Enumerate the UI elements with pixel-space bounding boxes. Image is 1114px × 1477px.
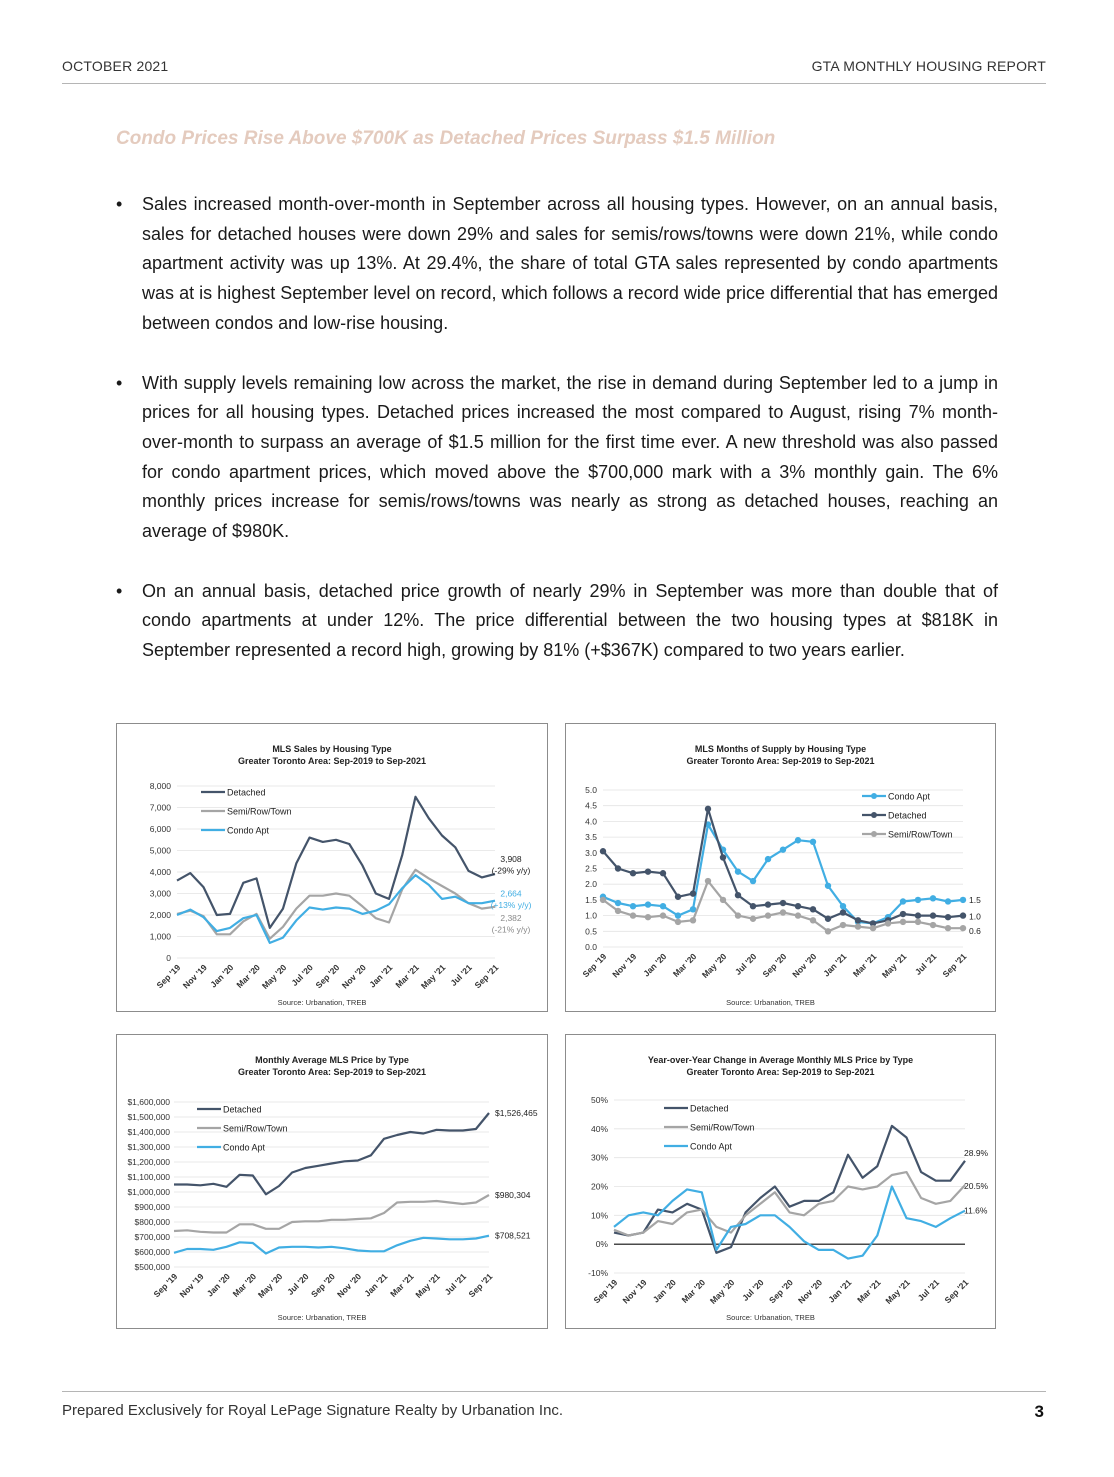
x-tick-label: Jul '20 <box>285 1271 311 1297</box>
x-tick-label: Sep '19 <box>154 962 183 991</box>
legend-label-condo: Condo Apt <box>223 1142 266 1153</box>
end-label-detached: 1.0 <box>969 911 981 922</box>
y-tick-label: $800,000 <box>134 1217 170 1227</box>
x-tick-label: Mar '20 <box>230 1271 259 1299</box>
data-point-semi <box>690 917 696 923</box>
data-point-detached <box>690 890 696 896</box>
y-tick-label: 5.0 <box>585 785 597 795</box>
data-point-semi <box>660 912 666 918</box>
data-point-detached <box>810 906 816 912</box>
x-tick-label: Nov '19 <box>177 1271 206 1300</box>
data-point-detached <box>780 900 786 906</box>
x-tick-label: May '20 <box>255 1271 285 1300</box>
legend-label-detached: Detached <box>888 810 927 821</box>
x-tick-label: Sep '21 <box>940 951 969 980</box>
y-tick-label: $1,000,000 <box>127 1187 170 1197</box>
x-tick-label: Sep '19 <box>591 1277 620 1306</box>
y-tick-label: $600,000 <box>134 1247 170 1257</box>
bullet-icon: • <box>116 372 123 393</box>
y-tick-label: $1,400,000 <box>127 1127 170 1137</box>
data-point-semi <box>870 925 876 931</box>
y-tick-label: 2.0 <box>585 879 597 890</box>
x-tick-label: Jan '21 <box>826 1277 854 1305</box>
data-point-semi <box>675 919 681 925</box>
y-tick-label: 8,000 <box>149 781 171 791</box>
x-tick-label: Jul '20 <box>740 1277 766 1303</box>
y-tick-label: 4,000 <box>149 867 171 877</box>
data-point-condo <box>930 895 936 901</box>
x-tick-label: Sep '19 <box>151 1271 180 1300</box>
x-tick-label: Sep '20 <box>313 962 342 991</box>
x-tick-label: Jan '20 <box>641 951 669 979</box>
data-point-semi <box>795 912 801 918</box>
y-tick-label: $500,000 <box>134 1262 170 1272</box>
x-tick-label: May '21 <box>883 1277 912 1306</box>
bullet-text: On an annual basis, detached price growth of nearly 29% in September was more than double that of condo apartments at under 12%. The price differential between the two housing types at $818K in September represented a record high, growing by 81% (+$367K) compared to two years earlier. <box>142 580 998 661</box>
x-tick-label: Jul '21 <box>442 1271 469 1297</box>
series-line-semi <box>174 1195 489 1233</box>
y-tick-label: 1.5 <box>585 894 597 905</box>
data-point-semi <box>825 928 831 934</box>
chart-subtitle: Greater Toronto Area: Sep-2019 to Sep-2021 <box>686 756 875 766</box>
y-tick-label: $1,100,000 <box>127 1172 170 1182</box>
x-tick-label: Mar '21 <box>393 962 421 990</box>
data-point-detached <box>750 903 756 909</box>
data-point-detached <box>615 865 621 871</box>
bullet-item <box>116 369 998 547</box>
y-tick-label: -10% <box>588 1268 608 1278</box>
bullet-icon: • <box>116 194 123 214</box>
x-tick-label: Jul '20 <box>289 962 315 988</box>
series-line-detached <box>174 1113 489 1194</box>
legend-marker-detached <box>871 812 877 818</box>
x-tick-label: Jul '21 <box>915 1277 942 1303</box>
bullet-item <box>116 577 998 666</box>
chart-title: Monthly Average MLS Price by Type <box>255 1055 409 1065</box>
data-point-detached <box>765 901 771 907</box>
x-tick-label: Mar '21 <box>855 1277 883 1305</box>
y-tick-label: 3,000 <box>149 888 171 899</box>
chart-svg <box>566 1035 995 1328</box>
x-tick-label: May '21 <box>879 951 909 980</box>
y-tick-label: 3.5 <box>585 832 597 843</box>
chart-average-price <box>116 1034 548 1329</box>
data-point-semi <box>645 914 651 920</box>
end-label-semi: 20.5% <box>964 1181 989 1192</box>
x-tick-label: Sep '21 <box>472 962 501 991</box>
legend-label-condo: Condo Apt <box>227 825 270 836</box>
y-tick-label: 0.0 <box>585 942 597 952</box>
end-label-semi: 2,382 <box>500 912 522 923</box>
legend-label-detached: Detached <box>690 1103 729 1114</box>
legend-label-semi: Semi/Row/Town <box>888 829 953 840</box>
x-tick-label: May '21 <box>413 1271 442 1300</box>
y-tick-label: $1,600,000 <box>127 1097 170 1107</box>
data-point-detached <box>960 912 966 918</box>
data-point-condo <box>810 839 816 845</box>
footer-divider <box>62 1391 1046 1392</box>
section-headline: Condo Prices Rise Above $700K as Detached Prices Surpass $1.5 Million <box>116 128 776 149</box>
end-label-detached: (-29% y/y) <box>491 865 531 876</box>
data-point-condo <box>915 897 921 903</box>
data-point-condo <box>900 898 906 904</box>
x-tick-label: Mar '20 <box>670 951 699 979</box>
data-point-semi <box>750 916 756 922</box>
data-point-semi <box>840 922 846 928</box>
x-tick-label: Jul '21 <box>912 951 939 977</box>
x-tick-label: Nov '20 <box>339 962 368 991</box>
end-label-semi: $980,304 <box>495 1189 531 1200</box>
data-point-condo <box>945 898 951 904</box>
bullet-text: With supply levels remaining low across the market, the rise in demand during September led to a jump in prices for all housing types. Detached prices increased the most compared to August, rising 7% month-over-month to surpass an average of $1.5 million for the first time ever. A new threshold was also passed for condo apartment prices, which moved above the $700,000 mark with a 3% monthly gain. The 6% monthly prices increase for semis/rows/towns was nearly as strong as detached houses, reaching an average of $980K. <box>142 372 998 542</box>
legend-label-semi: Semi/Row/Town <box>227 806 292 817</box>
end-label-semi: 0.6 <box>969 926 981 937</box>
data-point-semi <box>855 923 861 929</box>
data-point-semi <box>915 919 921 925</box>
data-point-detached <box>645 868 651 874</box>
end-label-condo: 2,664 <box>500 888 522 899</box>
data-point-semi <box>615 908 621 914</box>
header-right: GTA MONTHLY HOUSING REPORT <box>811 58 1046 74</box>
chart-title: MLS Months of Supply by Housing Type <box>694 744 867 754</box>
y-tick-label: 20% <box>590 1181 608 1192</box>
data-point-semi <box>780 909 786 915</box>
x-tick-label: Mar '21 <box>388 1271 416 1299</box>
bullet-list <box>116 190 998 696</box>
data-point-condo <box>615 900 621 906</box>
y-tick-label: 6,000 <box>149 824 171 834</box>
data-point-detached <box>930 912 936 918</box>
x-tick-label: Nov '19 <box>180 962 209 991</box>
x-tick-label: Mar '20 <box>234 962 262 990</box>
end-label-condo: 11.6% <box>964 1205 988 1216</box>
chart-source: Source: Urbanation, TREB <box>277 998 367 1007</box>
x-tick-label: May '20 <box>707 1277 737 1306</box>
x-tick-label: Jan '21 <box>367 962 395 990</box>
x-tick-label: Nov '19 <box>610 951 639 980</box>
data-point-condo <box>660 903 666 909</box>
data-point-semi <box>765 912 771 918</box>
y-tick-label: 4.5 <box>585 800 597 811</box>
x-tick-label: Jul '20 <box>732 951 759 977</box>
x-tick-label: Nov '19 <box>620 1277 649 1306</box>
data-point-detached <box>600 848 606 854</box>
x-tick-label: Jan '20 <box>650 1277 678 1305</box>
x-tick-label: Jul '21 <box>448 962 474 988</box>
legend-marker-condo <box>871 793 877 799</box>
end-label-condo: 1.5 <box>969 894 981 905</box>
chart-svg <box>117 724 547 1011</box>
data-point-condo <box>840 903 846 909</box>
data-point-detached <box>840 909 846 915</box>
data-point-detached <box>660 870 666 876</box>
bullet-text: Sales increased month-over-month in September across all housing types. However, on an annual basis, sales for detached houses were down 29% and sales for semis/rows/towns were down 21%, while condo apartment activity was up 13%. At 29.4%, the share of total GTA sales represented by condo apartments was at is highest September level on record, which follows a record wide price differential that has emerged between condos and low-rise housing. <box>142 194 998 333</box>
data-point-detached <box>720 854 726 860</box>
x-tick-label: Sep '20 <box>760 951 789 980</box>
header-divider <box>62 83 1046 84</box>
legend-label-condo: Condo Apt <box>888 791 931 802</box>
data-point-semi <box>735 912 741 918</box>
x-tick-label: May '20 <box>699 951 729 980</box>
x-tick-label: Sep '21 <box>942 1277 971 1306</box>
y-tick-label: $900,000 <box>134 1202 170 1212</box>
x-tick-label: Nov '20 <box>334 1271 364 1300</box>
y-tick-label: 0% <box>595 1239 608 1250</box>
data-point-condo <box>960 897 966 903</box>
y-tick-label: 0 <box>166 953 171 963</box>
x-tick-label: Jan '21 <box>821 951 849 979</box>
data-point-semi <box>930 922 936 928</box>
y-tick-label: 2.5 <box>585 863 597 874</box>
bullet-item <box>116 190 998 339</box>
chart-subtitle: Greater Toronto Area: Sep-2019 to Sep-2021 <box>686 1067 875 1077</box>
data-point-condo <box>795 837 801 843</box>
x-tick-label: Jan '21 <box>362 1271 390 1299</box>
data-point-detached <box>900 911 906 917</box>
y-tick-label: 40% <box>590 1123 608 1134</box>
header-left: OCTOBER 2021 <box>62 58 169 74</box>
legend-label-semi: Semi/Row/Town <box>223 1123 288 1134</box>
x-tick-label: Nov '20 <box>790 951 819 980</box>
data-point-detached <box>795 903 801 909</box>
x-tick-label: Mar '20 <box>679 1277 708 1305</box>
chart-source: Source: Urbanation, TREB <box>726 1313 815 1322</box>
y-tick-label: 1.0 <box>585 910 597 921</box>
data-point-condo <box>825 883 831 889</box>
data-point-detached <box>945 914 951 920</box>
x-tick-label: Nov '20 <box>795 1277 825 1306</box>
y-tick-label: 3.0 <box>585 847 597 858</box>
data-point-detached <box>705 806 711 812</box>
chart-title: MLS Sales by Housing Type <box>272 744 392 754</box>
y-tick-label: 0.5 <box>585 926 597 937</box>
data-point-semi <box>630 912 636 918</box>
y-tick-label: 1,000 <box>149 931 171 942</box>
data-point-semi <box>600 897 606 903</box>
data-point-condo <box>675 912 681 918</box>
data-point-condo <box>645 901 651 907</box>
y-tick-label: 5,000 <box>149 845 171 856</box>
end-label-detached: $1,526,465 <box>495 1108 538 1119</box>
chart-svg <box>117 1035 547 1328</box>
x-tick-label: Sep '19 <box>580 951 609 980</box>
data-point-semi <box>945 925 951 931</box>
footer-credit: Prepared Exclusively for Royal LePage Signature Realty by Urbanation Inc. <box>62 1402 564 1419</box>
end-label-detached: 28.9% <box>964 1147 989 1158</box>
y-tick-label: 30% <box>590 1152 608 1163</box>
bullet-icon: • <box>116 580 123 601</box>
end-label-condo: (+13% y/y) <box>490 900 532 911</box>
y-tick-label: 50% <box>590 1095 608 1105</box>
data-point-semi <box>900 919 906 925</box>
data-point-semi <box>705 878 711 884</box>
x-tick-label: Jan '20 <box>204 1271 232 1299</box>
chart-source: Source: Urbanation, TREB <box>726 998 815 1007</box>
x-tick-label: Mar '21 <box>850 951 879 979</box>
end-label-detached: 3,908 <box>500 853 522 864</box>
series-line-condo <box>174 1236 489 1254</box>
x-tick-label: Sep '21 <box>466 1271 495 1300</box>
y-tick-label: 7,000 <box>149 802 171 813</box>
data-point-semi <box>960 925 966 931</box>
data-point-semi <box>885 920 891 926</box>
data-point-semi <box>810 917 816 923</box>
data-point-detached <box>915 912 921 918</box>
legend-label-detached: Detached <box>223 1104 262 1115</box>
x-tick-label: Sep '20 <box>309 1271 337 1300</box>
x-tick-label: May '20 <box>259 962 289 991</box>
x-tick-label: Sep '20 <box>767 1277 795 1306</box>
y-tick-label: 4.0 <box>585 816 597 827</box>
data-point-detached <box>630 870 636 876</box>
data-point-detached <box>825 916 831 922</box>
data-point-detached <box>855 917 861 923</box>
legend-label-condo: Condo Apt <box>690 1141 733 1152</box>
data-point-condo <box>780 846 786 852</box>
data-point-condo <box>630 903 636 909</box>
data-point-detached <box>735 892 741 898</box>
y-tick-label: 2,000 <box>149 910 171 920</box>
x-tick-label: Jan '20 <box>208 962 236 990</box>
chart-subtitle: Greater Toronto Area: Sep-2019 to Sep-2021 <box>237 1067 427 1077</box>
page-number: 3 <box>1034 1402 1044 1421</box>
chart-source: Source: Urbanation, TREB <box>277 1313 367 1322</box>
y-tick-label: $1,300,000 <box>127 1142 170 1152</box>
chart-yoy-price-change <box>565 1034 996 1329</box>
legend-label-detached: Detached <box>227 787 266 798</box>
chart-svg <box>566 724 995 1011</box>
end-label-condo: $708,521 <box>495 1230 531 1241</box>
y-tick-label: $1,200,000 <box>127 1157 170 1167</box>
x-tick-label: May '21 <box>418 962 448 991</box>
chart-subtitle: Greater Toronto Area: Sep-2019 to Sep-2021 <box>237 756 427 766</box>
legend-marker-semi <box>871 831 877 837</box>
data-point-condo <box>765 856 771 862</box>
data-point-condo <box>750 878 756 884</box>
data-point-detached <box>675 894 681 900</box>
data-point-condo <box>735 868 741 874</box>
series-line-condo <box>177 875 495 943</box>
chart-months-of-supply <box>565 723 996 1012</box>
legend-label-semi: Semi/Row/Town <box>690 1122 755 1133</box>
y-tick-label: $700,000 <box>134 1232 170 1242</box>
y-tick-label: $1,500,000 <box>127 1112 170 1122</box>
data-point-semi <box>720 897 726 903</box>
chart-mls-sales <box>116 723 548 1012</box>
end-label-semi: (-21% y/y) <box>491 924 531 935</box>
y-tick-label: 10% <box>590 1210 608 1221</box>
chart-title: Year-over-Year Change in Average Monthly MLS Price by Type <box>647 1055 914 1065</box>
